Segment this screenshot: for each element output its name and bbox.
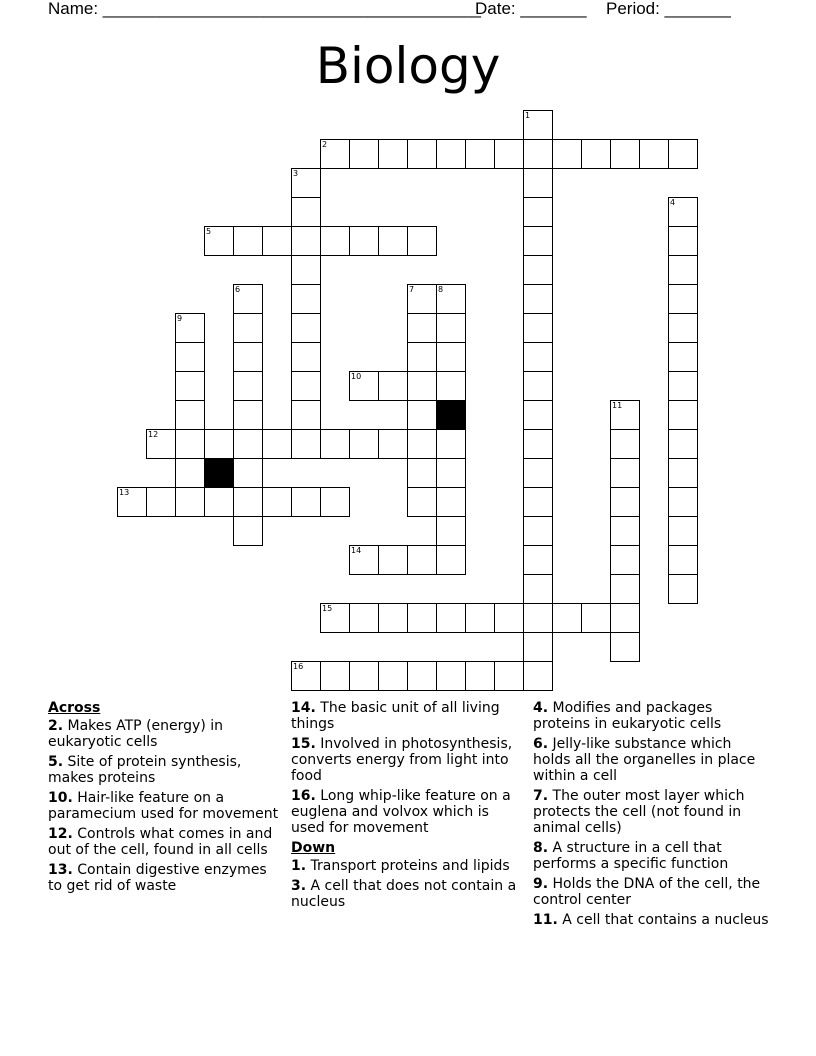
grid-cell[interactable] [465,139,495,169]
grid-cell[interactable] [436,603,466,633]
clue-number: 2 [322,140,328,149]
grid-cell[interactable] [349,603,379,633]
grid-cell[interactable] [465,661,495,691]
grid-cell[interactable] [291,487,321,517]
grid-cell[interactable] [668,284,698,314]
clue-text: Transport proteins and lipids [306,858,510,874]
grid-cell[interactable] [204,429,234,459]
grid-cell[interactable] [175,458,205,488]
clue-number: 8 [438,285,444,294]
grid-cell[interactable] [523,168,553,198]
grid-cell[interactable] [175,429,205,459]
grid-cell[interactable] [552,139,582,169]
grid-cell[interactable] [320,429,350,459]
grid-cell[interactable] [523,661,553,691]
grid-cell[interactable] [378,429,408,459]
grid-cell[interactable] [610,603,640,633]
clue-text: Involved in photosynthesis, converts energy from light into food [291,736,513,784]
grid-cell[interactable] [349,661,379,691]
grid-cell[interactable] [494,603,524,633]
clue [291,788,523,836]
grid-cell[interactable] [291,226,321,256]
clue [291,700,523,732]
clue-number: 1 [525,111,531,120]
grid-cell[interactable] [552,603,582,633]
grid-cell[interactable] [610,516,640,546]
grid-cell[interactable] [523,284,553,314]
grid-cell[interactable] [523,545,553,575]
grid-cell[interactable] [610,632,640,662]
grid-cell[interactable] [523,197,553,227]
clue-number: 10 [351,372,362,381]
grid-cell[interactable] [291,429,321,459]
grid-cell[interactable] [668,516,698,546]
date-field[interactable]: Date: _______ [475,0,587,18]
grid-cell[interactable] [407,226,437,256]
grid-cell[interactable] [610,545,640,575]
grid-cell[interactable] [407,371,437,401]
clue [48,718,280,750]
grid-cell[interactable] [668,313,698,343]
grid-cell[interactable] [146,429,176,459]
clue-number: 3 [293,169,299,178]
grid-cell[interactable] [523,429,553,459]
clue-text: Makes ATP (energy) in eukaryotic cells [48,718,223,750]
clue-number-label: 3. [291,878,307,894]
clue [291,736,523,784]
grid-cell[interactable] [291,284,321,314]
clues-column-3 [533,700,769,932]
grid-cell[interactable] [175,313,205,343]
grid-cell[interactable] [291,371,321,401]
clue-text: Jelly-like substance which holds all the organelles in place within a cell [533,736,756,784]
grid-cell[interactable] [610,487,640,517]
grid-cell[interactable] [233,284,263,314]
grid-cell[interactable] [523,516,553,546]
grid-cell[interactable] [523,313,553,343]
grid-cell[interactable] [523,487,553,517]
grid-cell[interactable] [291,197,321,227]
clue-number-label: 10. [48,790,73,806]
grid-cell[interactable] [146,487,176,517]
grid-cell[interactable] [378,371,408,401]
clue [533,840,769,872]
grid-cell[interactable] [378,603,408,633]
black-square [204,458,234,488]
grid-cell[interactable] [262,487,292,517]
grid-cell[interactable] [262,429,292,459]
down-clue-list [291,858,523,910]
grid-cell[interactable] [523,574,553,604]
grid-cell[interactable] [407,284,437,314]
grid-cell[interactable] [117,487,147,517]
grid-cell[interactable] [407,342,437,372]
grid-cell[interactable] [291,168,321,198]
clue-text: Contain digestive enzymes to get rid of waste [48,862,267,894]
clue-number-label: 15. [291,736,316,752]
grid-cell[interactable] [668,197,698,227]
clue [48,754,280,786]
grid-cell[interactable] [291,255,321,285]
grid-cell[interactable] [436,429,466,459]
name-field[interactable]: Name: ________________________________________ [48,0,481,18]
clues-column-2 [291,700,523,914]
grid-cell[interactable] [610,139,640,169]
clue [48,826,280,858]
grid-cell[interactable] [523,139,553,169]
clue-text: Long whip-like feature on a euglena and volvox which is used for movement [291,788,511,836]
grid-cell[interactable] [378,139,408,169]
clue-number: 13 [119,488,130,497]
grid-cell[interactable] [378,226,408,256]
grid-cell[interactable] [436,458,466,488]
grid-cell[interactable] [668,226,698,256]
grid-cell[interactable] [233,371,263,401]
grid-cell[interactable] [378,661,408,691]
grid-cell[interactable] [233,429,263,459]
clue-number: 5 [206,227,212,236]
clue [48,862,280,894]
grid-cell[interactable] [233,487,263,517]
across-clue-list [48,718,280,894]
grid-cell[interactable] [175,487,205,517]
clue-text: A cell that does not contain a nucleus [291,878,517,910]
grid-cell[interactable] [436,139,466,169]
clue-text: Modifies and packages proteins in eukaryotic cells [533,700,722,732]
clue-text: The outer most layer which protects the cell (not found in animal cells) [533,788,745,836]
grid-cell[interactable] [175,342,205,372]
grid-cell[interactable] [523,603,553,633]
clue-text: A structure in a cell that performs a specific function [533,840,729,872]
grid-cell[interactable] [436,371,466,401]
grid-cell[interactable] [349,139,379,169]
grid-cell[interactable] [523,342,553,372]
black-square [436,400,466,430]
across-heading: Across [48,700,101,716]
grid-cell[interactable] [407,487,437,517]
clue-number: 16 [293,662,304,671]
grid-cell[interactable] [581,139,611,169]
down-heading: Down [291,840,336,856]
grid-cell[interactable] [436,516,466,546]
grid-cell[interactable] [494,139,524,169]
clue [533,876,769,908]
grid-cell[interactable] [407,661,437,691]
grid-cell[interactable] [610,574,640,604]
grid-cell[interactable] [494,661,524,691]
clue-number-label: 8. [533,840,549,856]
clue-number-label: 5. [48,754,64,770]
grid-cell[interactable] [668,255,698,285]
grid-cell[interactable] [668,400,698,430]
grid-cell[interactable] [233,400,263,430]
grid-cell[interactable] [436,342,466,372]
page-title: Biology [315,37,501,95]
grid-cell[interactable] [523,226,553,256]
clue-number: 12 [148,430,159,439]
clue-number-label: 13. [48,862,73,878]
clue-number-label: 4. [533,700,549,716]
clue-number: 14 [351,546,362,555]
clue [533,700,769,732]
clue-number: 6 [235,285,241,294]
grid-cell[interactable] [407,139,437,169]
grid-cell[interactable] [407,603,437,633]
grid-cell[interactable] [407,545,437,575]
clue-number-label: 14. [291,700,316,716]
grid-cell[interactable] [523,632,553,662]
across-clue-list-continued [291,700,523,836]
clues-column-1 [48,700,280,898]
grid-cell[interactable] [668,139,698,169]
clue-number: 15 [322,604,333,613]
clue-number-label: 7. [533,788,549,804]
grid-cell[interactable] [233,342,263,372]
grid-cell[interactable] [233,516,263,546]
clue [291,858,523,874]
grid-cell[interactable] [320,487,350,517]
clue [291,878,523,910]
grid-cell[interactable] [436,545,466,575]
clue-number-label: 11. [533,912,558,928]
grid-cell[interactable] [378,545,408,575]
grid-cell[interactable] [349,226,379,256]
clue-text: The basic unit of all living things [291,700,500,732]
grid-cell[interactable] [436,313,466,343]
grid-cell[interactable] [436,284,466,314]
clue-number-label: 6. [533,736,549,752]
grid-cell[interactable] [320,661,350,691]
grid-cell[interactable] [581,603,611,633]
clue-number-label: 16. [291,788,316,804]
grid-cell[interactable] [523,458,553,488]
clue-text: A cell that contains a nucleus [557,912,769,928]
grid-cell[interactable] [349,545,379,575]
grid-cell[interactable] [291,400,321,430]
grid-cell[interactable] [436,661,466,691]
clue-number-label: 1. [291,858,307,874]
grid-cell[interactable] [291,342,321,372]
grid-cell[interactable] [668,574,698,604]
clue [533,788,769,836]
period-field[interactable]: Period: _______ [606,0,731,18]
grid-cell[interactable] [668,487,698,517]
grid-cell[interactable] [668,429,698,459]
clue-text: Controls what comes in and out of the cell, found in all cells [48,826,273,858]
grid-cell[interactable] [668,458,698,488]
clue-number-label: 12. [48,826,73,842]
clue-number-label: 9. [533,876,549,892]
grid-cell[interactable] [523,400,553,430]
grid-cell[interactable] [349,371,379,401]
grid-cell[interactable] [668,342,698,372]
grid-cell[interactable] [668,371,698,401]
grid-cell[interactable] [320,603,350,633]
clue-text: Holds the DNA of the cell, the control center [533,876,761,908]
grid-cell[interactable] [233,313,263,343]
down-clue-list-continued [533,700,769,928]
grid-cell[interactable] [639,139,669,169]
grid-cell[interactable] [349,429,379,459]
clue-number: 11 [612,401,623,410]
clue-text: Hair-like feature on a paramecium used for movement [48,790,279,822]
clue-number: 7 [409,285,415,294]
grid-cell[interactable] [523,255,553,285]
clue [48,790,280,822]
clue-number-label: 2. [48,718,64,734]
grid-cell[interactable] [668,545,698,575]
grid-cell[interactable] [291,661,321,691]
grid-cell[interactable] [407,313,437,343]
clue-text: Site of protein synthesis, makes proteins [48,754,242,786]
clue-number: 9 [177,314,183,323]
grid-cell[interactable] [407,429,437,459]
grid-cell[interactable] [233,458,263,488]
grid-cell[interactable] [320,139,350,169]
grid-cell[interactable] [320,226,350,256]
grid-cell[interactable] [465,603,495,633]
clue-number: 4 [670,198,676,207]
grid-cell[interactable] [610,400,640,430]
grid-cell[interactable] [204,226,234,256]
grid-cell[interactable] [175,400,205,430]
clue [533,912,769,928]
grid-cell[interactable] [175,371,205,401]
grid-cell[interactable] [523,110,553,140]
clue [533,736,769,784]
grid-cell[interactable] [523,371,553,401]
grid-cell[interactable] [407,458,437,488]
grid-cell[interactable] [407,400,437,430]
grid-cell[interactable] [291,313,321,343]
grid-cell[interactable] [610,429,640,459]
grid-cell[interactable] [262,226,292,256]
grid-cell[interactable] [436,487,466,517]
grid-cell[interactable] [610,458,640,488]
grid-cell[interactable] [204,487,234,517]
grid-cell[interactable] [233,226,263,256]
